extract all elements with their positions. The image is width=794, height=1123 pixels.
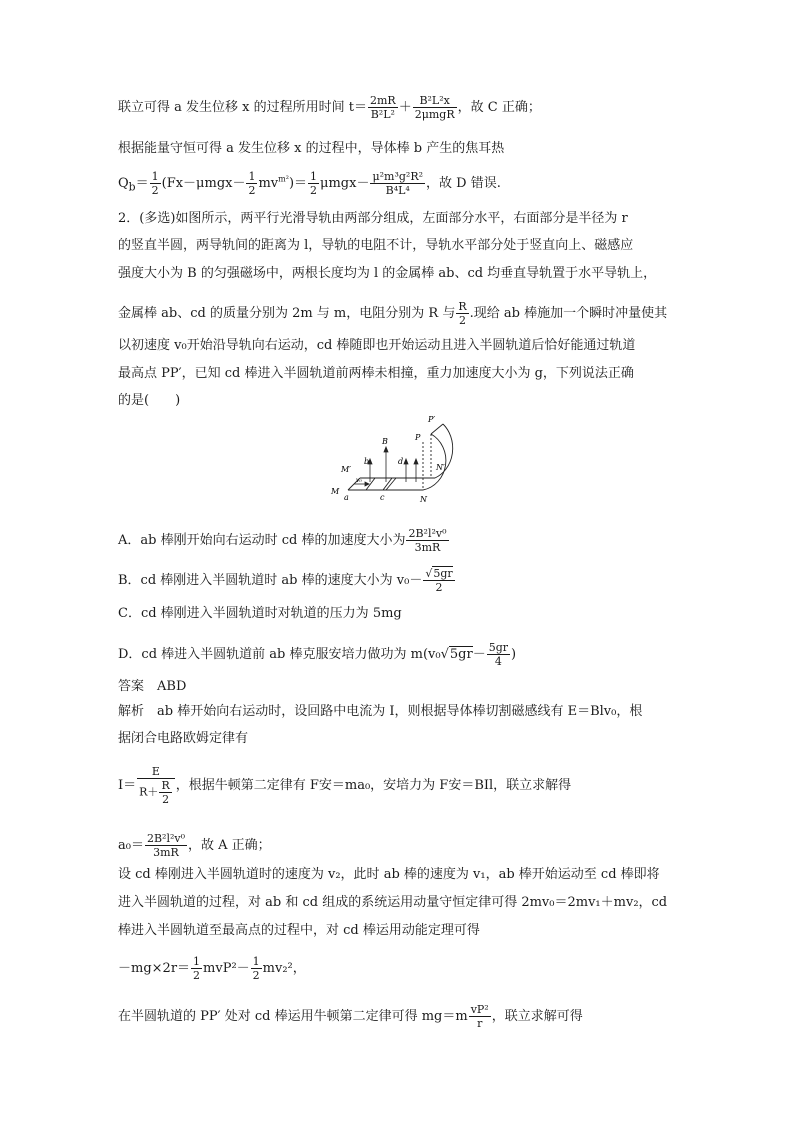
text-line: 根据能量守恒可得 a 发生位移 x 的过程中，导体棒 b 产生的焦耳热 (118, 141, 505, 156)
question-text-line: 的竖直半圆，两导轨间的距离为 l，导轨的电阻不计，导轨水平部分处于竖直向上、磁感应 (118, 238, 634, 253)
analysis-line (118, 955, 306, 982)
text-span: mv₂²， (262, 961, 306, 976)
field-arrows (354, 447, 418, 486)
fraction-denominator: 2 (435, 581, 443, 594)
answer-value: ABD (157, 679, 187, 694)
fraction-denominator: 2 (151, 184, 159, 197)
fraction-numerator: μ²m³g²R² (372, 170, 424, 183)
label-c: c (380, 493, 385, 502)
fraction-numerator: 1 (248, 170, 256, 183)
text-span: 联立可得 a 发生位移 x 的过程所用时间 t＝ (118, 100, 367, 115)
fraction-denominator: 2 (248, 184, 256, 197)
fraction (150, 170, 161, 197)
fraction (469, 1003, 491, 1030)
analysis-line (118, 765, 571, 806)
fraction-numerator: 2B²l²v⁰ (408, 527, 447, 540)
fraction-numerator: B²L²x (413, 94, 457, 108)
sqrt-content: 5gr (449, 647, 473, 662)
text-span: D．cd 棒进入半圆轨道前 ab 棒克服安培力做功为 m(v₀ (118, 647, 441, 662)
label-n-prime: N′ (436, 463, 445, 472)
fraction-denominator: 4 (494, 655, 502, 668)
text-span: ) (511, 647, 517, 662)
fraction-numerator: 1 (252, 955, 260, 968)
fraction (145, 832, 187, 859)
fraction-denominator: 2 (162, 793, 170, 806)
text-span: － (472, 647, 486, 662)
text-span: mvP²－ (203, 961, 250, 976)
fraction-denominator: r (477, 1017, 483, 1030)
label-v0: v₀ (356, 477, 362, 484)
fraction-denominator (137, 779, 175, 806)
question-text-line (118, 300, 667, 327)
fraction (423, 567, 454, 594)
fraction (456, 300, 468, 327)
text-span: mv (258, 176, 279, 191)
text-span: B．cd 棒刚进入半圆轨道时 ab 棒的速度大小为 v₀－ (118, 573, 423, 588)
lower-semicircle (423, 434, 446, 490)
text-span: A．ab 棒刚开始向右运动时 cd 棒的加速度大小为 (118, 533, 406, 548)
question-text-line: 以初速度 v₀开始沿导轨向右运动，cd 棒随即也开始运动且进入半圆轨道后恰好能通过轨道 (118, 338, 636, 353)
fraction-denominator: B²L² (370, 108, 395, 121)
fraction (308, 170, 319, 197)
text-span: Q (118, 176, 129, 191)
fraction-numerator: 5gr (488, 641, 509, 654)
text-span: 金属棒 ab、cd 的质量分别为 2m 与 m，电阻分别为 R 与 (118, 306, 456, 321)
analysis-line: 棒进入半圆轨道至最高点的过程中，对 cd 棒运用动能定理可得 (118, 923, 480, 938)
question-text-line: 最高点 PP′，已知 cd 棒进入半圆轨道前两棒未相撞，重力加速度大小为 g，下列说法正确 (118, 366, 634, 381)
fraction (246, 170, 257, 197)
sqrt-content: 5gr (433, 567, 453, 580)
analysis-line (118, 1003, 583, 1030)
fraction (487, 641, 510, 668)
fraction (406, 527, 448, 554)
fraction-denominator: 3mR (153, 846, 179, 859)
label-a: a (344, 493, 349, 502)
question-text-line: 2．(多选)如图所示，两平行光滑导轨由两部分组成，左面部分水平，右面部分是半径为 r (118, 211, 628, 226)
label-m: M (331, 487, 340, 496)
fraction (370, 170, 425, 197)
question-text-line: 的是( ) (118, 393, 181, 408)
label-b: b (364, 457, 370, 466)
fraction-denominator: 2 (252, 969, 260, 982)
fraction (368, 94, 398, 121)
analysis-line: 设 cd 棒刚进入半圆轨道时的速度为 v₂，此时 ab 棒的速度为 v₁，ab 棒开始运动至 cd 棒即将 (118, 867, 660, 882)
fraction-numerator: R (458, 300, 467, 313)
text-span: －mg×2r＝ (118, 961, 191, 976)
label-p-prime: P′ (428, 415, 436, 424)
fraction-denominator: 2 (193, 969, 201, 982)
fraction-denominator: 2μmgR (414, 108, 455, 121)
text-span: )＝ (288, 176, 308, 191)
fraction-numerator: √5gr (425, 567, 453, 580)
text-line (118, 94, 541, 121)
fraction-numerator: 1 (310, 170, 318, 183)
text-span: 在半圆轨道的 PP′ 处对 cd 棒运用牛顿第二定律可得 mg＝m (118, 1009, 468, 1024)
fraction (191, 955, 202, 982)
fraction (413, 94, 457, 121)
text-span: I＝ (118, 778, 137, 793)
text-span: .现给 ab 棒施加一个瞬时冲量使其 (469, 306, 668, 321)
fraction-denominator: 2 (458, 314, 466, 327)
fraction-denominator: 3mR (414, 541, 441, 554)
label-b-field: B (382, 437, 388, 446)
answer-label: 答案 (118, 679, 145, 694)
text-line (118, 170, 501, 197)
fraction-numerator: 2B²l²v⁰ (146, 832, 186, 845)
fraction-numerator: vP² (470, 1003, 489, 1016)
text-span: R＋ (139, 785, 159, 799)
question-text-line: 强度大小为 B 的匀强磁场中，两根长度均为 l 的金属棒 ab、cd 均垂直导轨置于水平导轨上， (118, 266, 657, 281)
text-span: ，联立求解可得 (491, 1009, 583, 1024)
text-span: ＝ (135, 176, 149, 191)
fraction-numerator: E (137, 765, 175, 779)
subscript: b (128, 180, 136, 194)
rail-diagram-figure (328, 412, 468, 512)
text-span: a₀＝ (118, 838, 144, 853)
fraction (251, 955, 262, 982)
label-d: d (398, 457, 404, 466)
answer-line (118, 678, 186, 696)
text-span: ，故 C 正确； (457, 100, 541, 115)
analysis-line: 解析 ab 棒开始向右运动时，设回路中电流为 I，则根据导体棒切割磁感线有 E＝Blv₀，根 (118, 704, 643, 719)
fraction-numerator: R (161, 779, 170, 792)
text-span: (Fx－μmgx－ (161, 176, 246, 191)
superscript: m² (278, 174, 289, 184)
option-b (118, 567, 456, 594)
text-span: ，根据牛顿第二定律有 F安＝ma₀，安培力为 F安＝BIl，联立求解得 (175, 778, 572, 793)
label-n: N (420, 495, 427, 504)
fraction-denominator: B⁴L⁴ (385, 184, 410, 197)
text-span: ，故 A 正确； (188, 838, 271, 853)
fraction-numerator: 1 (193, 955, 201, 968)
option-a (118, 527, 450, 554)
text-span: μmgx－ (320, 176, 370, 191)
text-span: ＋ (398, 100, 412, 115)
analysis-line (118, 832, 271, 859)
fraction (159, 779, 171, 806)
option-d: D．cd 棒进入半圆轨道前 ab 棒克服安培力做功为 m(v₀√5gr－ $\frac{5gr}{4}$ ) (118, 641, 517, 668)
fraction-denominator: 2 (310, 184, 318, 197)
fraction-numerator: 2mR (369, 94, 396, 107)
option-c: C．cd 棒刚进入半圆轨道时对轨道的压力为 5mg (118, 606, 402, 621)
text-span: ，故 D 错误. (426, 176, 501, 191)
label-p: P (415, 433, 421, 442)
label-m-prime: M′ (341, 465, 352, 474)
analysis-line: 据闭合电路欧姆定律有 (118, 731, 249, 746)
fraction-numerator: 1 (151, 170, 159, 183)
analysis-line: 进入半圆轨道的过程，对 ab 和 cd 组成的系统运用动量守恒定律可得 2mv₀＝2mv₁＋mv₂，cd (118, 895, 668, 910)
fraction (137, 765, 175, 806)
